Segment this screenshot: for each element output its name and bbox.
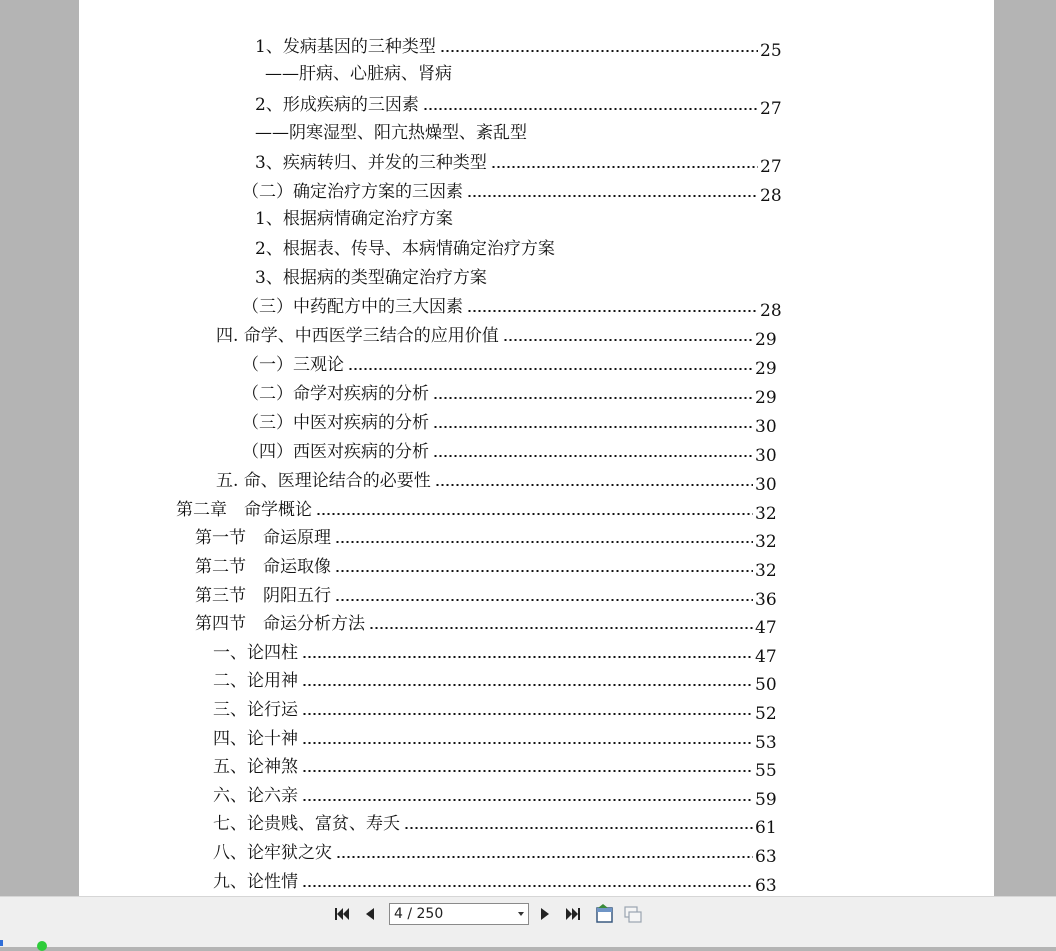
next-page-button[interactable] (538, 905, 552, 927)
toc-entry-page: 32 (755, 532, 777, 552)
continuous-view-button[interactable] (622, 903, 644, 929)
toc-entry-page: 50 (755, 675, 777, 695)
toc-leader-dots (302, 756, 753, 773)
previous-page-icon (363, 905, 377, 923)
toc-entry-title: 1、发病基因的三种类型 (255, 37, 436, 57)
first-page-button[interactable] (333, 905, 351, 927)
toc-entry-title: 四、论十神 (213, 729, 298, 749)
toc-leader-dots (433, 412, 753, 429)
toc-leader-dots (302, 785, 753, 802)
toc-entry-page: 25 (760, 41, 782, 61)
toc-entry[interactable] (213, 866, 777, 896)
toc-entry-title: （一）三观论 (242, 355, 344, 375)
toc-entry[interactable] (255, 233, 555, 259)
toc-entry[interactable] (255, 31, 782, 61)
toc-leader-dots (404, 813, 753, 830)
toc-leader-dots (302, 642, 753, 659)
toc-entry[interactable] (242, 349, 777, 379)
toc-entry[interactable] (213, 637, 777, 667)
toc-entry[interactable] (242, 436, 777, 466)
toc-entry-title: 第三节 阴阳五行 (195, 586, 331, 606)
toc-entry-title: 六、论六亲 (213, 786, 298, 806)
toc-leader-dots (348, 354, 753, 371)
toc-leader-dots (440, 36, 758, 53)
toc-entry-page: 61 (755, 818, 777, 838)
toc-entry-title: 2、形成疾病的三因素 (255, 95, 419, 115)
toc-entry-page: 59 (755, 790, 777, 810)
toc-entry-page: 29 (755, 359, 777, 379)
toc-entry-title: 七、论贵贱、富贫、寿夭 (213, 814, 400, 834)
toc-entry-page: 63 (755, 876, 777, 896)
toc-entry-title: ——阴寒湿型、阳亢热燥型、紊乱型 (255, 123, 527, 143)
last-page-icon (564, 905, 582, 923)
toc-entry[interactable] (216, 465, 777, 495)
toc-entry-page: 29 (755, 330, 777, 350)
toc-entry[interactable] (195, 522, 777, 552)
toc-entry-page: 55 (755, 761, 777, 781)
page-layout-icon (594, 903, 616, 925)
toc-entry-page: 47 (755, 618, 777, 638)
toc-entry-page: 32 (755, 561, 777, 581)
toc-entry-title: （三）中医对疾病的分析 (242, 413, 429, 433)
toc-leader-dots (336, 842, 753, 859)
toc-entry[interactable] (213, 723, 777, 753)
toc-entry-page: 30 (755, 417, 777, 437)
toc-leader-dots (335, 585, 753, 602)
toc-leader-dots (467, 296, 758, 313)
toc-entry[interactable] (213, 837, 777, 867)
toc-entry[interactable] (255, 117, 527, 143)
toc-entry-page: 52 (755, 704, 777, 724)
toc-entry[interactable] (195, 551, 777, 581)
toc-entry-title: 五、论神煞 (213, 757, 298, 777)
toc-entry-title: （二）命学对疾病的分析 (242, 384, 429, 404)
toc-leader-dots (302, 670, 753, 687)
toc-leader-dots (302, 728, 753, 745)
toc-entry-page: 28 (760, 301, 782, 321)
toc-entry-page: 32 (755, 504, 777, 524)
toc-entry[interactable] (242, 378, 777, 408)
toc-leader-dots (335, 556, 753, 573)
toc-entry[interactable] (255, 203, 453, 229)
previous-page-button[interactable] (363, 905, 377, 927)
toc-entry-page: 63 (755, 847, 777, 867)
page-layout-button[interactable] (594, 903, 616, 929)
toc-entry-title: （三）中药配方中的三大因素 (242, 297, 463, 317)
toc-entry-title: 二、论用神 (213, 671, 298, 691)
toc-entry-title: 3、根据病的类型确定治疗方案 (255, 268, 487, 288)
next-page-icon (538, 905, 552, 923)
page-number-value: 4 / 250 (394, 906, 444, 922)
toc-entry-title: 第一节 命运原理 (195, 528, 331, 548)
toc-entry[interactable] (195, 608, 777, 638)
toc-entry-title: 1、根据病情确定治疗方案 (255, 209, 453, 229)
toc-entry-page: 47 (755, 647, 777, 667)
toc-entry[interactable] (213, 808, 777, 838)
toc-leader-dots (335, 527, 753, 544)
toc-entry[interactable] (216, 320, 777, 350)
toc-entry-page: 27 (760, 99, 782, 119)
toc-entry-title: 一、论四柱 (213, 643, 298, 663)
toc-entry[interactable] (255, 147, 782, 177)
toc-entry-title: 第四节 命运分析方法 (195, 614, 365, 634)
toc-entry-title: 九、论性情 (213, 872, 298, 892)
toc-entry-title: （四）西医对疾病的分析 (242, 442, 429, 462)
toc-leader-dots (302, 871, 753, 888)
toc-entry-title: 第二节 命运取像 (195, 557, 331, 577)
toc-entry[interactable] (265, 58, 452, 84)
toc-entry[interactable] (213, 665, 777, 695)
toc-entry-page: 28 (760, 186, 782, 206)
first-page-icon (333, 905, 351, 923)
toc-entry[interactable] (255, 262, 487, 288)
toc-leader-dots (433, 441, 753, 458)
toc-leader-dots (302, 699, 753, 716)
last-page-button[interactable] (564, 905, 582, 927)
toc-entry-title: ——肝病、心脏病、肾病 (265, 64, 452, 84)
toc-entry[interactable] (176, 494, 777, 524)
toc-entry-page: 53 (755, 733, 777, 753)
toc-entry[interactable] (213, 751, 777, 781)
toc-leader-dots (503, 325, 753, 342)
toc-leader-dots (369, 613, 753, 630)
viewer-toolbar (0, 896, 1056, 947)
toc-entry[interactable] (213, 780, 777, 810)
toc-leader-dots (467, 181, 758, 198)
toc-entry-title: 2、根据表、传导、本病情确定治疗方案 (255, 239, 555, 259)
toc-entry[interactable] (242, 407, 777, 437)
toc-entry-title: 3、疾病转归、并发的三种类型 (255, 153, 487, 173)
toc-entry-page: 30 (755, 446, 777, 466)
toc-entry-title: 五. 命、医理论结合的必要性 (216, 471, 431, 491)
toc-leader-dots (433, 383, 753, 400)
toc-entry-page: 36 (755, 590, 777, 610)
toc-leader-dots (316, 499, 753, 516)
status-indicator-icon (37, 941, 47, 951)
continuous-view-icon (622, 903, 644, 925)
toc-entry[interactable] (255, 89, 782, 119)
toc-leader-dots (423, 94, 758, 111)
toc-entry-title: 三、论行运 (213, 700, 298, 720)
toc-entry[interactable] (242, 176, 782, 206)
page-number-select[interactable] (389, 903, 529, 925)
toc-entry-title: （二）确定治疗方案的三因素 (242, 182, 463, 202)
toc-entry[interactable] (213, 694, 777, 724)
toc-leader-dots (491, 152, 758, 169)
document-page (79, 0, 994, 896)
toc-entry[interactable] (242, 291, 782, 321)
toc-entry[interactable] (195, 580, 777, 610)
toc-leader-dots (435, 470, 753, 487)
toc-entry-page: 29 (755, 388, 777, 408)
toc-entry-page: 30 (755, 475, 777, 495)
toc-entry-title: 八、论牢狱之灾 (213, 843, 332, 863)
chevron-down-icon (518, 912, 524, 916)
toc-entry-title: 四. 命学、中西医学三结合的应用价值 (216, 326, 499, 346)
taskbar-edge-indicator (0, 940, 3, 946)
toc-entry-title: 第二章 命学概论 (176, 500, 312, 520)
toc-entry-page: 27 (760, 157, 782, 177)
